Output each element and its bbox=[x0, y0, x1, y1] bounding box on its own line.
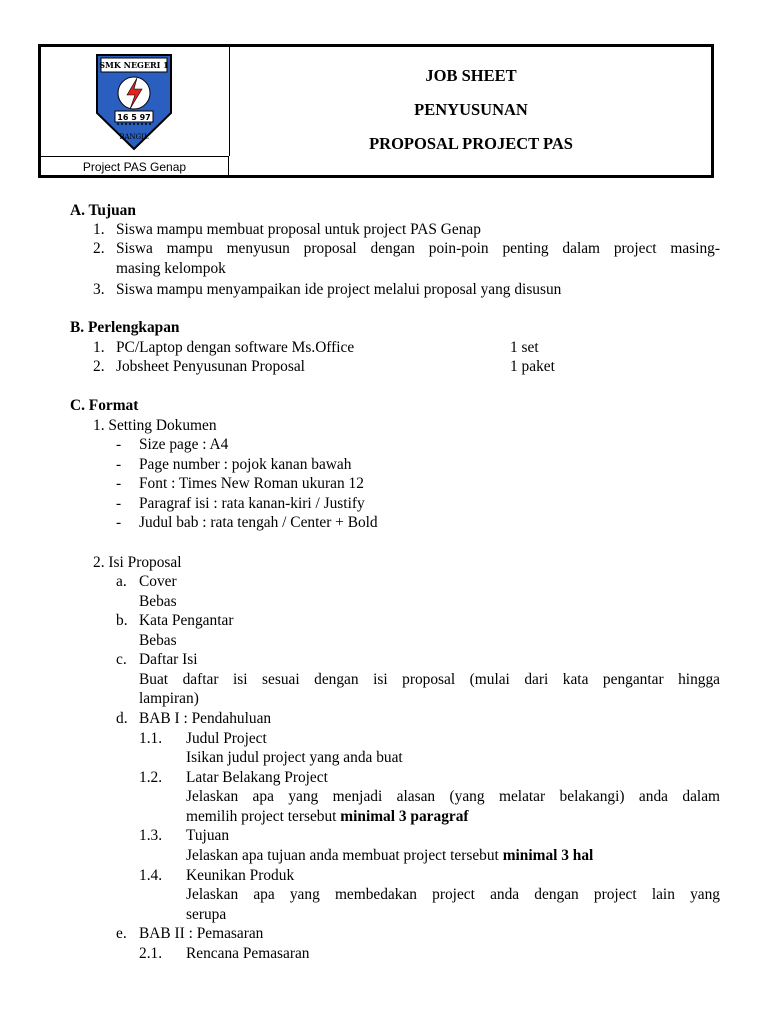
bullet-dash: - bbox=[116, 475, 122, 492]
sub-desc: Jelaskan apa yang membedakan project anda dengan project lain yang bbox=[186, 886, 720, 903]
title-line-2: PENYUSUNAN bbox=[414, 100, 528, 119]
list-number: 3. bbox=[93, 281, 105, 298]
item-desc: lampiran) bbox=[139, 690, 199, 707]
item-desc: Bebas bbox=[139, 593, 177, 610]
sub-title: Keunikan Produk bbox=[186, 867, 295, 884]
sub-title: Rencana Pemasaran bbox=[186, 945, 310, 962]
sub-title: Judul Project bbox=[186, 730, 267, 747]
sub-number: 2.1. bbox=[139, 945, 163, 962]
alpha-label: a. bbox=[116, 573, 127, 590]
logo-cell bbox=[41, 47, 230, 156]
setting-item: Judul bab : rata tengah / Center + Bold bbox=[139, 514, 378, 531]
emphasis-text: minimal 3 hal bbox=[502, 847, 594, 864]
bullet-dash: - bbox=[116, 456, 122, 473]
list-number: 2. bbox=[93, 358, 105, 375]
sub-number: 1.4. bbox=[139, 867, 163, 884]
setting-item: Font : Times New Roman ukuran 12 bbox=[139, 475, 364, 492]
bullet-dash: - bbox=[116, 436, 122, 453]
list-item: Siswa mampu menyusun proposal dengan poin-poin penting dalam project masing- bbox=[116, 240, 720, 257]
item-title: BAB I : Pendahuluan bbox=[139, 710, 272, 727]
title-line-1: JOB SHEET bbox=[425, 66, 517, 85]
sub-number: 1.2. bbox=[139, 769, 163, 786]
list-number: 1. bbox=[93, 339, 105, 356]
setting-item: Size page : A4 bbox=[139, 436, 229, 453]
bullet-dash: - bbox=[116, 495, 122, 512]
item-title: Daftar Isi bbox=[139, 651, 198, 668]
sub-desc bbox=[186, 807, 469, 826]
sub-number: 1.3. bbox=[139, 827, 163, 844]
sub-desc: serupa bbox=[186, 906, 227, 923]
title-line-3: PROPOSAL PROJECT PAS bbox=[369, 134, 573, 153]
equipment-qty: 1 set bbox=[510, 339, 539, 356]
subsection-title: 1. Setting Dokumen bbox=[93, 417, 217, 434]
sub-desc bbox=[186, 846, 593, 865]
sub-desc-text: memilih project tersebut bbox=[186, 808, 341, 825]
sub-desc-text: Jelaskan apa tujuan anda membuat project tersebut bbox=[186, 847, 503, 864]
sub-desc: Isikan judul project yang anda buat bbox=[186, 749, 403, 766]
list-item: Siswa mampu menyampaikan ide project melalui proposal yang disusun bbox=[116, 281, 562, 298]
equipment-qty: 1 paket bbox=[510, 358, 555, 375]
setting-item: Page number : pojok kanan bawah bbox=[139, 456, 352, 473]
alpha-label: e. bbox=[116, 925, 127, 942]
alpha-label: c. bbox=[116, 651, 127, 668]
setting-item: Paragraf isi : rata kanan-kiri / Justify bbox=[139, 495, 365, 512]
item-title: Kata Pengantar bbox=[139, 612, 234, 629]
sub-title: Latar Belakang Project bbox=[186, 769, 328, 786]
equipment-item: Jobsheet Penyusunan Proposal bbox=[116, 358, 305, 375]
bullet-dash: - bbox=[116, 514, 122, 531]
sub-title: Tujuan bbox=[186, 827, 230, 844]
logo-top-text: SMK NEGERI 1 bbox=[99, 60, 169, 70]
header-table bbox=[38, 44, 714, 178]
list-item-continued: masing kelompok bbox=[116, 260, 226, 277]
sub-desc: Jelaskan apa yang menjadi alasan (yang melatar belakangi) anda dalam bbox=[186, 788, 720, 805]
section-a-heading: A. Tujuan bbox=[70, 202, 136, 219]
subsection-title: 2. Isi Proposal bbox=[93, 554, 182, 571]
alpha-label: b. bbox=[116, 612, 128, 629]
list-number: 1. bbox=[93, 221, 105, 238]
alpha-label: d. bbox=[116, 710, 128, 727]
logo-number-text: 16 5 97 bbox=[117, 113, 151, 122]
sub-number: 1.1. bbox=[139, 730, 163, 747]
item-title: BAB II : Pemasaran bbox=[139, 925, 264, 942]
section-c-heading: C. Format bbox=[70, 397, 139, 414]
header-caption: Project PAS Genap bbox=[41, 156, 229, 178]
school-logo-icon bbox=[93, 51, 175, 153]
title-cell bbox=[231, 47, 711, 175]
list-item: Siswa mampu membuat proposal untuk project PAS Genap bbox=[116, 221, 481, 238]
item-title: Cover bbox=[139, 573, 177, 590]
item-desc: Buat daftar isi sesuai dengan isi proposal (mulai dari kata pengantar hingga bbox=[139, 671, 720, 688]
item-desc: Bebas bbox=[139, 632, 177, 649]
section-b-heading: B. Perlengkapan bbox=[70, 319, 180, 336]
equipment-item: PC/Laptop dengan software Ms.Office bbox=[116, 339, 355, 356]
logo-bottom-text: BANGIL bbox=[119, 133, 149, 141]
emphasis-text: minimal 3 paragraf bbox=[340, 808, 469, 825]
list-number: 2. bbox=[93, 240, 105, 257]
